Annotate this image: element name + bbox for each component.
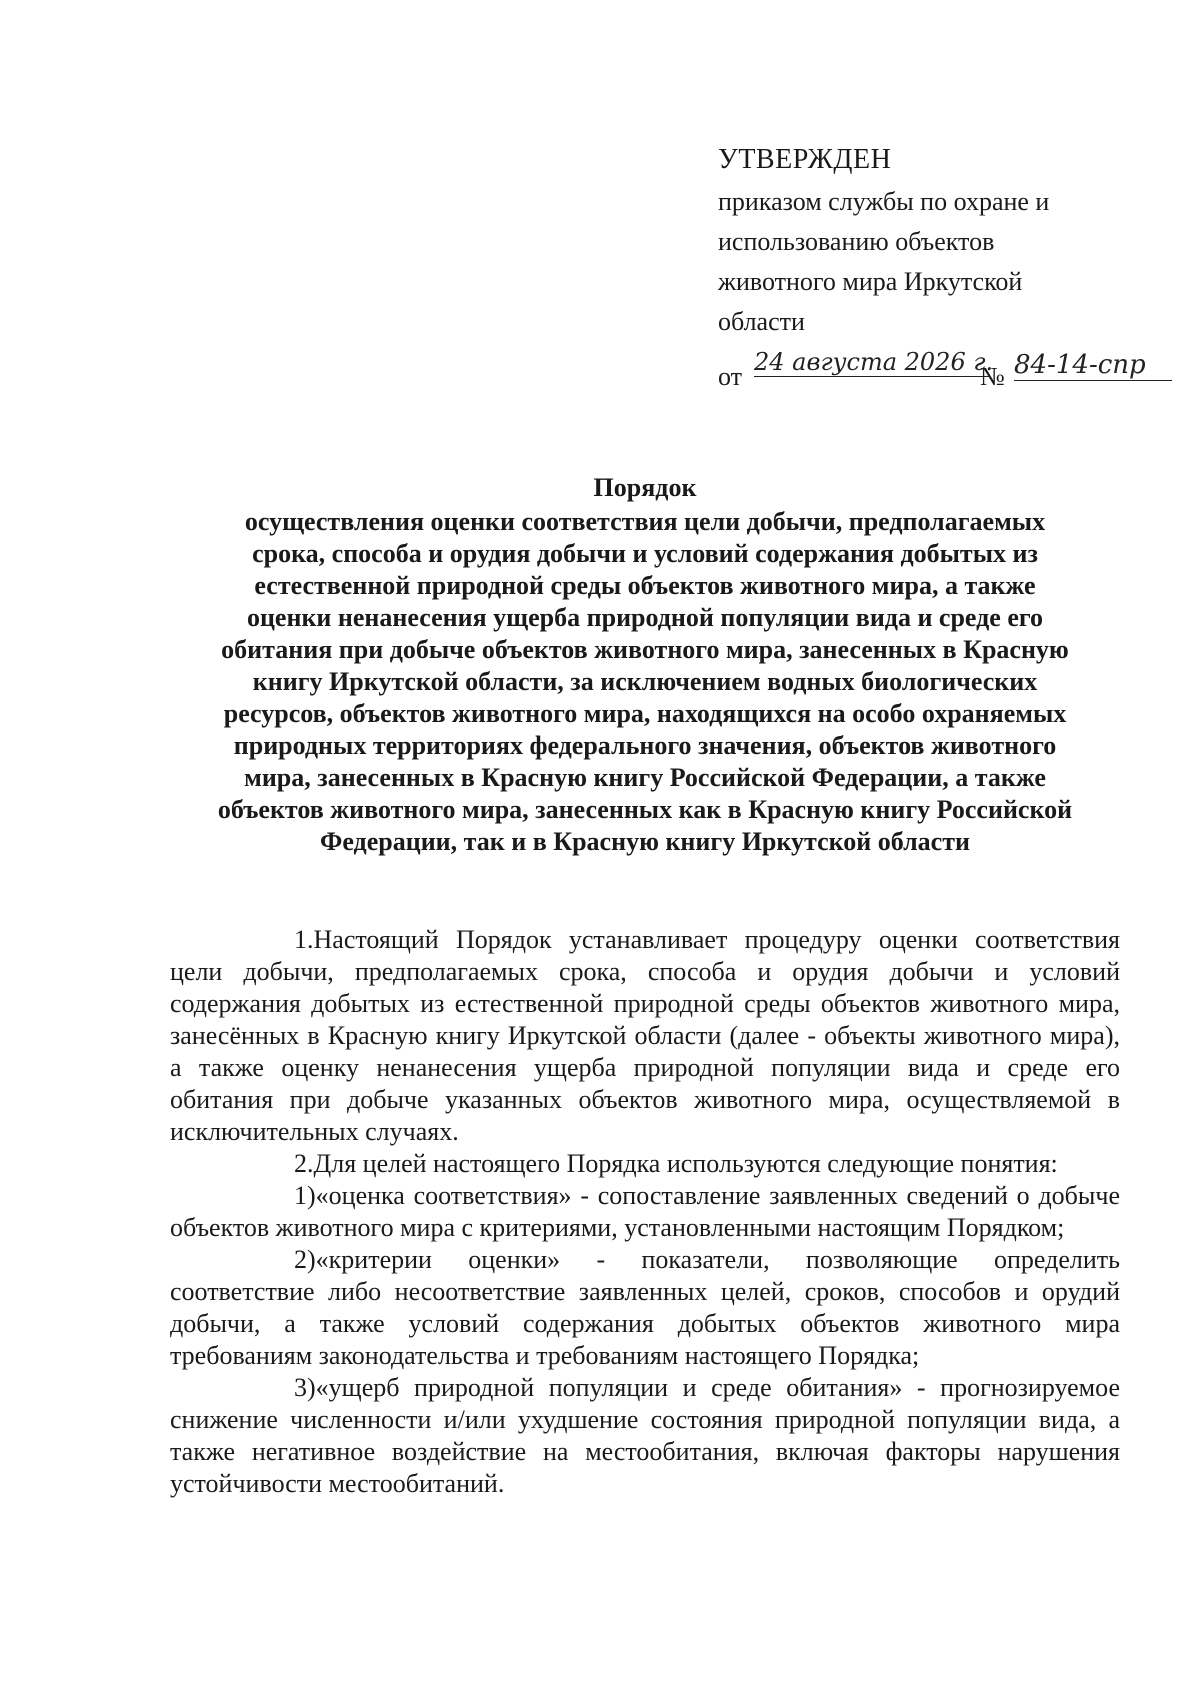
paragraph [170, 924, 1120, 1148]
paragraph-number: 2. [294, 1149, 314, 1178]
paragraph [170, 1372, 1120, 1500]
paragraph-text: «ущерб природной популяции и среде обитания» - прогнозируемое снижение численности и/или ухудшение состояния природной популяции вида, а также негативное воздействие на местообитания, включая факторы нарушения устойчивости местообитаний. [170, 1373, 1120, 1498]
document-title: Порядок [593, 473, 697, 502]
approval-line: животного мира Иркутской [718, 267, 1023, 296]
number-sign: № [980, 362, 1005, 391]
paragraph-text: Настоящий Порядок устанавливает процедуру оценки соответствия цели добычи, предполагаемых срока, способа и орудия добычи и условий содержания добытых из естественной природной среды объектов животного мира, занесённых в Красную книгу Иркутской области (далее - объекты животного мира), а также оценку ненанесения ущерба природной популяции вида и среде его обитания при добыче указанных объектов животного мира, осуществляемой в исключительных случаях. [170, 925, 1120, 1146]
approval-line: использованию объектов [718, 227, 995, 256]
approval-stamp-block [718, 140, 1158, 342]
paragraph-number: 3) [294, 1373, 316, 1402]
paragraph-number: 1. [294, 925, 314, 954]
paragraph-text: «критерии оценки» - показатели, позволяющие определить соответствие либо несоответствие заявленных целей, сроков, способов и орудий добычи, а также условий содержания добытых объектов животного мира требованиям законодательства и требованиям настоящего Порядка; [170, 1245, 1120, 1370]
document-title-block [150, 472, 1140, 858]
handwritten-date: 24 августа 2026 г. [754, 348, 994, 376]
approval-heading: УТВЕРЖДЕН [718, 144, 892, 175]
date-prefix: от [718, 362, 743, 391]
order-date-number-line [718, 348, 1188, 408]
paragraph [170, 1180, 1120, 1244]
handwritten-order-number: 84-14-спр [1014, 350, 1172, 381]
paragraph [170, 1148, 1120, 1180]
paragraph-text: «оценка соответствия» - сопоставление заявленных сведений о добыче объектов животного мира с критериями, установленными настоящим Порядком; [170, 1181, 1120, 1242]
approval-line: приказом службы по охране и [718, 187, 1050, 216]
paragraph [170, 1244, 1120, 1372]
paragraph-text: Для целей настоящего Порядка используются следующие понятия: [313, 1149, 1058, 1178]
document-subtitle: осуществления оценки соответствия цели добычи, предполагаемых срока, способа и орудия добычи и условий содержания добытых из естественной природной среды объектов животного мира, а также оценки ненанесения ущерба природной популяции вида и среде его обитания при добыче объектов животного мира, занесенных в Красную книгу Иркутской области, за исключением водных биологических ресурсов, объектов животного мира, находящихся на особо охраняемых природных территориях федерального значения, объектов животного мира, занесенных в Красную книгу Российской Федерации, а также объектов животного мира, занесенных как в Красную книгу Российской Федерации, так и в Красную книгу Иркутской области [217, 507, 1073, 856]
paragraph-number: 1) [294, 1181, 316, 1210]
approval-line: области [718, 307, 805, 336]
paragraph-number: 2) [294, 1245, 316, 1274]
document-body [170, 924, 1120, 1500]
